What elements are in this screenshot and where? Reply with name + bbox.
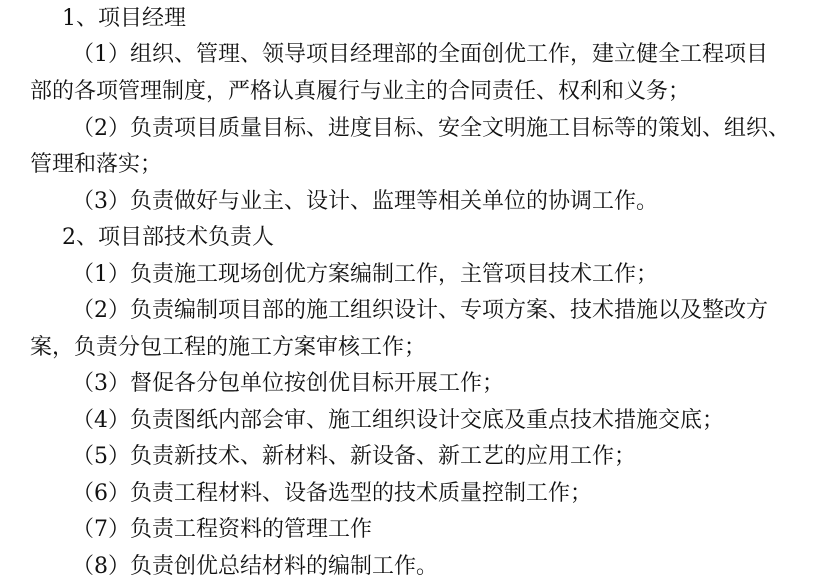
list-item: （1）负责施工现场创优方案编制工作，主管项目技术工作；: [72, 262, 658, 287]
list-item-continuation: 部的各项管理制度，严格认真履行与业主的合同责任、权利和义务；: [30, 79, 691, 104]
list-item: （3）负责做好与业主、设计、监理等相关单位的协调工作。: [72, 189, 658, 214]
list-item: （6）负责工程材料、设备选型的技术质量控制工作；: [72, 481, 592, 506]
list-item-continuation: 案，负责分包工程的施工方案审核工作；: [30, 335, 427, 360]
list-item: （3）督促各分包单位按创优目标开展工作；: [72, 371, 504, 396]
list-item: （1）组织、管理、领导项目经理部的全面创优工作，建立健全工程项目: [72, 42, 768, 67]
list-item: （2）负责编制项目部的施工组织设计、专项方案、技术措施以及整改方: [72, 298, 768, 323]
section-heading: 1、项目经理: [62, 6, 186, 31]
list-item: （4）负责图纸内部会审、施工组织设计交底及重点技术措施交底；: [72, 408, 724, 433]
list-item: （5）负责新技术、新材料、新设备、新工艺的应用工作；: [72, 444, 636, 469]
section-heading: 2、项目部技术负责人: [62, 225, 274, 250]
list-item-continuation: 管理和落实；: [30, 152, 163, 177]
list-item: （2）负责项目质量目标、进度目标、安全文明施工目标等的策划、组织、: [72, 116, 790, 141]
list-item: （7）负责工程资料的管理工作: [72, 517, 372, 542]
list-item: （8）负责创优总结材料的编制工作。: [72, 554, 438, 579]
